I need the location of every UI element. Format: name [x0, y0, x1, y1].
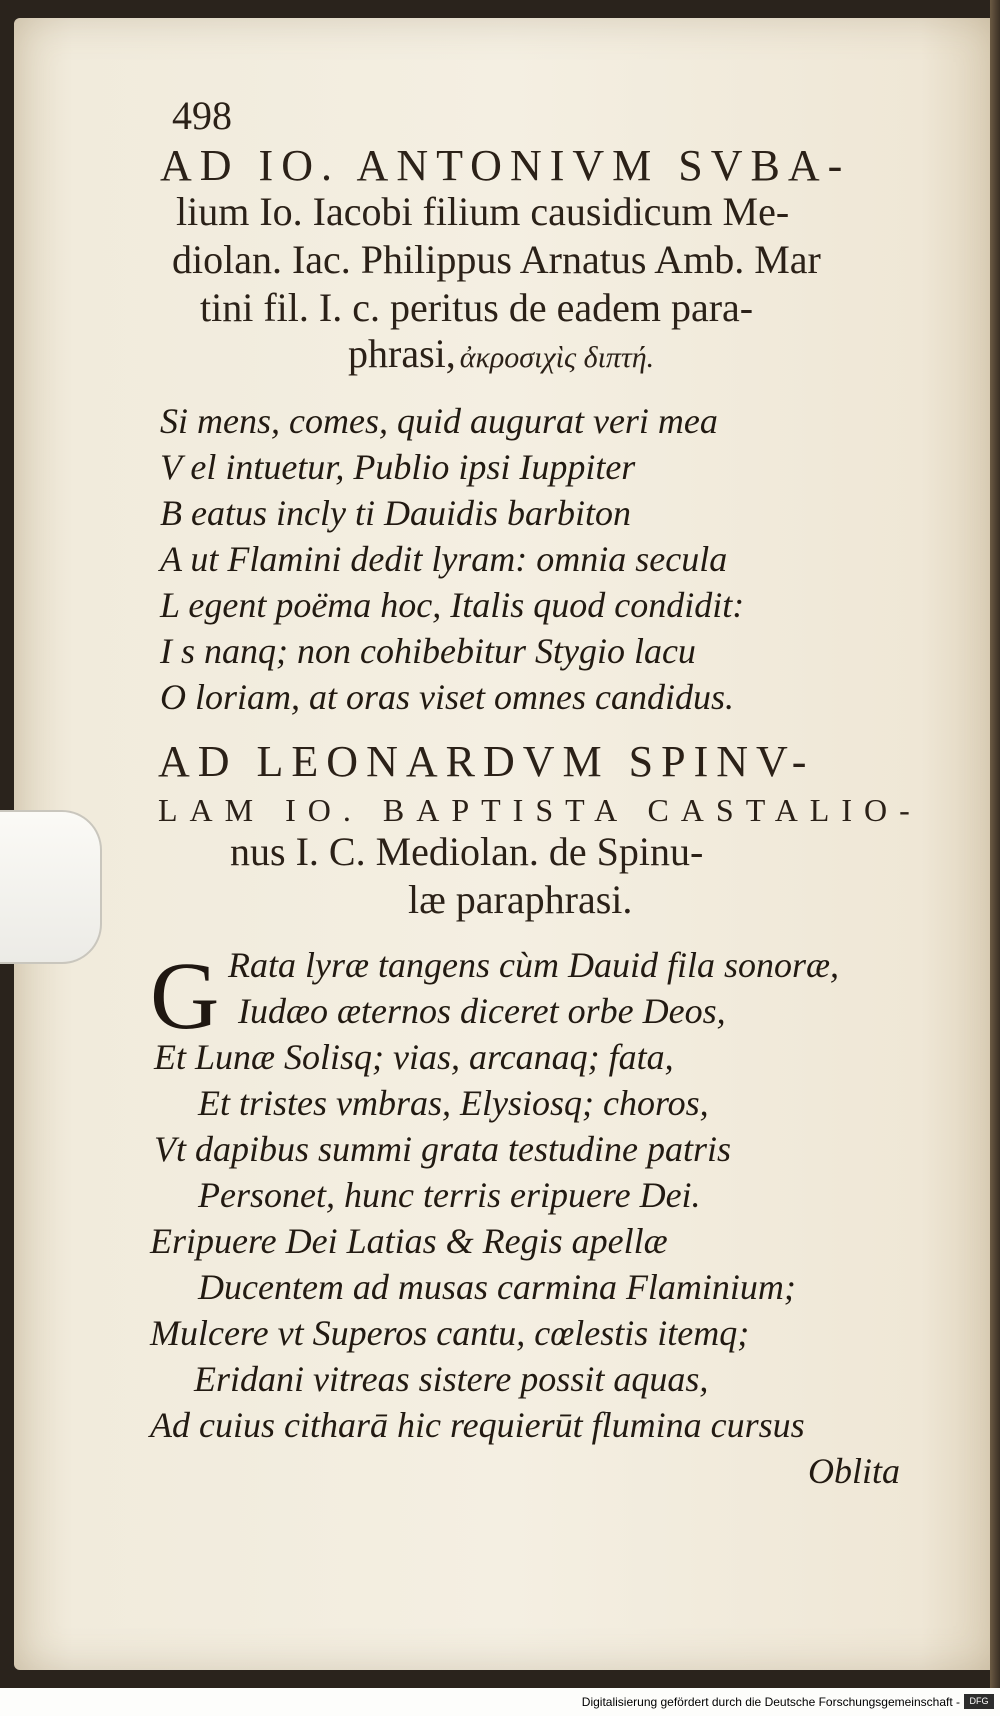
footer-bar: [0, 1688, 1000, 1716]
poem1-line-4: A ut Flamini dedit lyram: omnia secula: [160, 539, 728, 579]
poem2-line-1: Rata lyræ tangens cùm Dauid fila sonoræ,: [228, 945, 839, 985]
page-edge-shadow: [990, 0, 1000, 1716]
poem2-line-9: Mulcere vt Superos cantu, cœlestis itemq;: [150, 1313, 750, 1353]
bookmark-tab: [0, 810, 102, 964]
heading2-line-1: AD LEONARDVM SPINV-: [158, 737, 815, 786]
poem2-line-3: Et Lunæ Solisq; vias, arcanaq; fata,: [154, 1037, 674, 1077]
poem1-line-3: B eatus incly ti Dauidis barbiton: [160, 493, 631, 533]
poem2-line-6: Personet, hunc terris eripuere Dei.: [198, 1175, 701, 1215]
poem2-line-11: Ad cuius citharā hic requierūt flumina cursus: [150, 1405, 805, 1445]
poem1-line-2: V el intuetur, Publio ipsi Iuppiter: [160, 447, 636, 487]
heading2-line-2: LAM IO. BAPTISTA CASTALIO-: [158, 792, 922, 828]
catchword: Oblita: [808, 1451, 901, 1491]
heading1-line-2: lium Io. Iacobi filium causidicum Me-: [176, 189, 790, 234]
heading2-line-3: nus I. C. Mediolan. de Spinu-: [230, 829, 704, 874]
poem2-line-4: Et tristes vmbras, Elysiosq; choros,: [198, 1083, 709, 1123]
heading1-line-5-text: phrasi,: [348, 331, 456, 376]
poem2-line-10: Eridani vitreas sistere possit aquas,: [194, 1359, 709, 1399]
poem2-line-5: Vt dapibus summi grata testudine patris: [154, 1129, 732, 1169]
poem1-line-1: Si mens, comes, quid augurat veri mea: [160, 401, 718, 441]
heading2-line-4: læ paraphrasi.: [408, 877, 633, 922]
heading1-line-5: [348, 330, 654, 377]
poem1-line-6: I s nanq; non cohibebitur Stygio lacu: [160, 631, 696, 671]
dfg-logo: DFG: [964, 1694, 994, 1709]
poem1-line-5: L egent poëma hoc, Italis quod condidit:: [160, 585, 745, 625]
drop-cap: G: [150, 942, 220, 1049]
heading1-greek: ἀκροσιχὶς διπτή.: [459, 341, 655, 374]
page-number: 498: [172, 93, 232, 138]
poem1-line-7: O loriam, at oras viset omnes candidus.: [160, 677, 734, 717]
poem2-line-8: Ducentem ad musas carmina Flaminium;: [198, 1267, 796, 1307]
poem2-line-7: Eripuere Dei Latias & Regis apellæ: [150, 1221, 668, 1261]
poem2-line-2: Iudæo æternos diceret orbe Deos,: [238, 991, 726, 1031]
heading1-line-1: AD IO. ANTONIVM SVBA-: [160, 141, 851, 190]
heading1-line-3: diolan. Iac. Philippus Arnatus Amb. Mar: [172, 237, 821, 282]
footer-text: Digitalisierung gefördert durch die Deutsche Forschungsgemeinschaft -: [581, 1695, 960, 1709]
heading1-line-4: tini fil. I. c. peritus de eadem para-: [200, 285, 754, 330]
